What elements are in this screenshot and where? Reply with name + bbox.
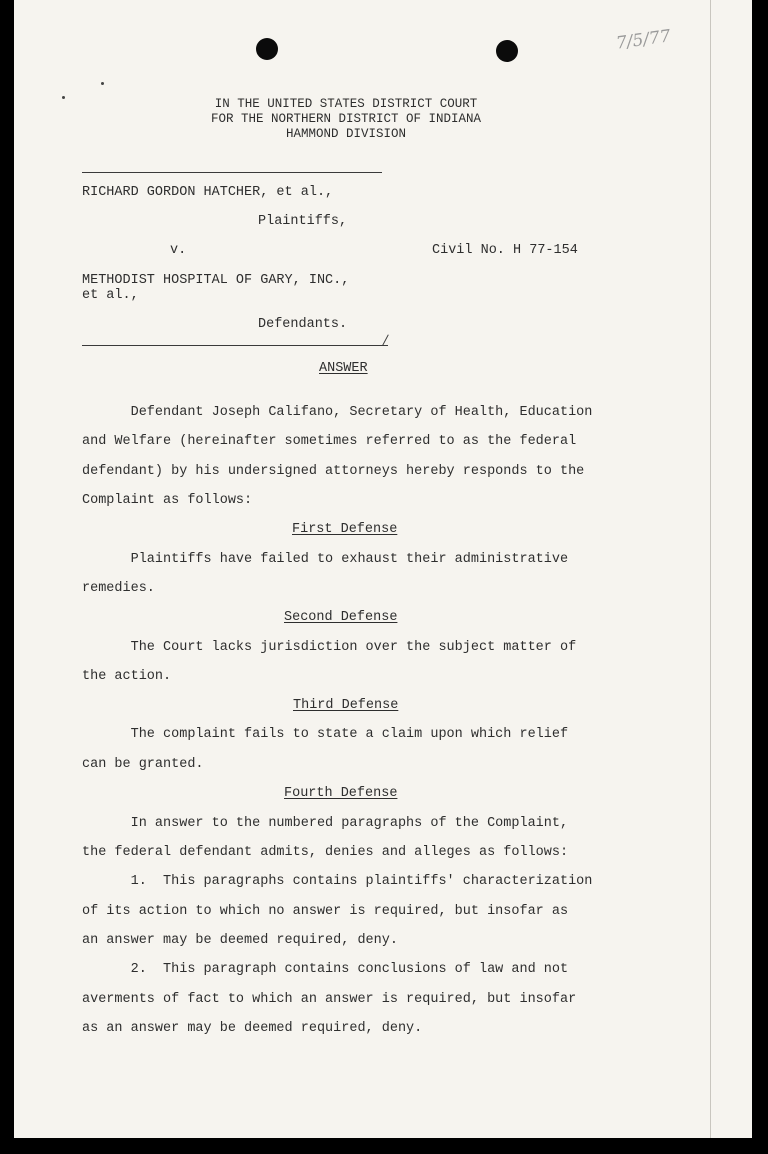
fourth-defense-line-7: averments of fact to which an answer is required, but insofar	[82, 992, 577, 1007]
punch-hole-right	[496, 40, 518, 62]
intro-line-3: defendant) by his undersigned attorneys hereby responds to the	[82, 464, 585, 479]
first-defense-line-2: remedies.	[82, 581, 155, 596]
fourth-defense-line-1: In answer to the numbered paragraphs of the Complaint,	[82, 816, 569, 831]
document-title: ANSWER	[319, 361, 368, 376]
defendant-name-line-1: METHODIST HOSPITAL OF GARY, INC.,	[82, 273, 350, 288]
fourth-defense-line-8: as an answer may be deemed required, deny.	[82, 1021, 423, 1036]
defendants-label: Defendants.	[258, 317, 348, 332]
punch-hole-left	[256, 38, 278, 60]
court-caption-line-2: FOR THE NORTHERN DISTRICT OF INDIANA	[210, 112, 482, 126]
defendant-name-line-2: et al.,	[82, 288, 139, 303]
third-defense-line-1: The complaint fails to state a claim upon which relief	[82, 727, 569, 742]
fourth-defense-line-5: an answer may be deemed required, deny.	[82, 933, 398, 948]
document-page	[14, 0, 752, 1138]
civil-number: Civil No. H 77-154	[432, 243, 578, 258]
caption-top-rule	[82, 172, 382, 173]
intro-line-4: Complaint as follows:	[82, 493, 253, 508]
third-defense-heading: Third Defense	[293, 698, 399, 713]
caption-bottom-rule	[82, 345, 388, 346]
intro-line-1: Defendant Joseph Califano, Secretary of Health, Education	[82, 405, 593, 420]
plaintiffs-label: Plaintiffs,	[258, 214, 348, 229]
second-defense-heading: Second Defense	[284, 610, 398, 625]
intro-line-2: and Welfare (hereinafter sometimes referred to as the federal	[82, 434, 577, 449]
paper-speck	[62, 96, 65, 99]
first-defense-line-1: Plaintiffs have failed to exhaust their administrative	[82, 552, 569, 567]
page-fold-line	[710, 0, 711, 1138]
second-defense-line-2: the action.	[82, 669, 172, 684]
third-defense-line-2: can be granted.	[82, 757, 204, 772]
handwritten-date-note: 7/5/77	[614, 26, 672, 54]
versus-label: v.	[170, 243, 187, 258]
court-caption-line-1: IN THE UNITED STATES DISTRICT COURT	[214, 97, 478, 111]
fourth-defense-line-6: 2. This paragraph contains conclusions of law and not	[82, 962, 569, 977]
court-caption-line-3: HAMMOND DIVISION	[285, 127, 407, 141]
second-defense-line-1: The Court lacks jurisdiction over the subject matter of	[82, 640, 577, 655]
fourth-defense-heading: Fourth Defense	[284, 786, 398, 801]
plaintiff-name: RICHARD GORDON HATCHER, et al.,	[82, 185, 334, 200]
fourth-defense-line-4: of its action to which no answer is required, but insofar as	[82, 904, 569, 919]
first-defense-heading: First Defense	[292, 522, 398, 537]
caption-slash	[382, 334, 389, 345]
paper-speck	[101, 82, 104, 85]
scan-border-right	[752, 0, 768, 1154]
fourth-defense-line-2: the federal defendant admits, denies and alleges as follows:	[82, 845, 569, 860]
fourth-defense-line-3: 1. This paragraphs contains plaintiffs' characterization	[82, 874, 593, 889]
